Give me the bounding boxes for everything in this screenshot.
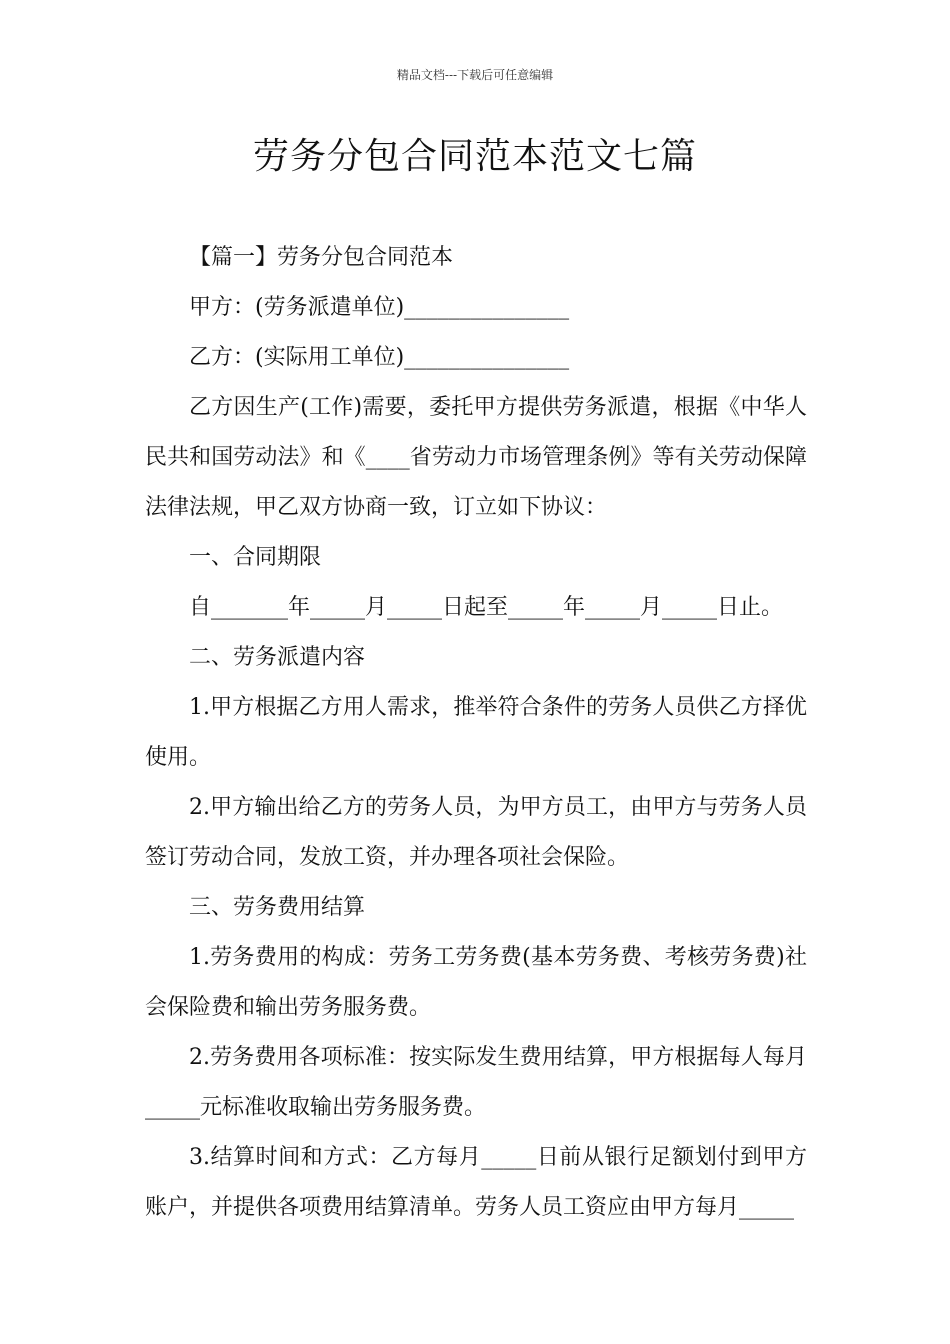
section-heading: 【篇一】劳务分包合同范本 <box>189 245 454 270</box>
clause-paragraph: 2.甲方输出给乙方的劳务人员，为甲方员工，由甲方与劳务人员签订劳动合同，发放工资，并办理各项社会保险。 <box>145 795 807 870</box>
intro-paragraph: 乙方因生产(工作)需要，委托甲方提供劳务派遣，根据《中华人民共和国劳动法》和《____省劳动力市场管理条例》等有关劳动保障法律法规，甲乙双方协商一致，订立如下协议： <box>145 395 807 520</box>
clause-paragraph: 1.甲方根据乙方用人需求，推举符合条件的劳务人员供乙方择优使用。 <box>145 695 807 770</box>
clause-paragraph: 3.结算时间和方式：乙方每月_____日前从银行足额划付到甲方账户，并提供各项费用结算清单。劳务人员工资应由甲方每月_____ <box>145 1145 807 1220</box>
clause-paragraph: 1.劳务费用的构成：劳务工劳务费(基本劳务费、考核劳务费)社会保险费和输出劳务服务费。 <box>145 945 807 1020</box>
header-note: 精品文档---下载后可任意编辑 <box>396 68 554 82</box>
clause-paragraph: 2.劳务费用各项标准：按实际发生费用结算，甲方根据每人每月_____元标准收取输出劳务服务费。 <box>145 1045 807 1120</box>
document-body <box>145 233 807 1233</box>
clause-heading: 三、劳务费用结算 <box>189 895 366 920</box>
clause-heading: 一、合同期限 <box>189 545 322 570</box>
party-a-line: 甲方：(劳务派遣单位)_______________ <box>189 295 570 320</box>
document-title: 劳务分包合同范本范文七篇 <box>252 136 697 177</box>
contract-period-line: 自_______年_____月_____日起至_____年_____月_____日止。 <box>189 595 784 620</box>
party-b-line: 乙方：(实际用工单位)_______________ <box>189 345 570 370</box>
clause-heading: 二、劳务派遣内容 <box>189 645 366 670</box>
